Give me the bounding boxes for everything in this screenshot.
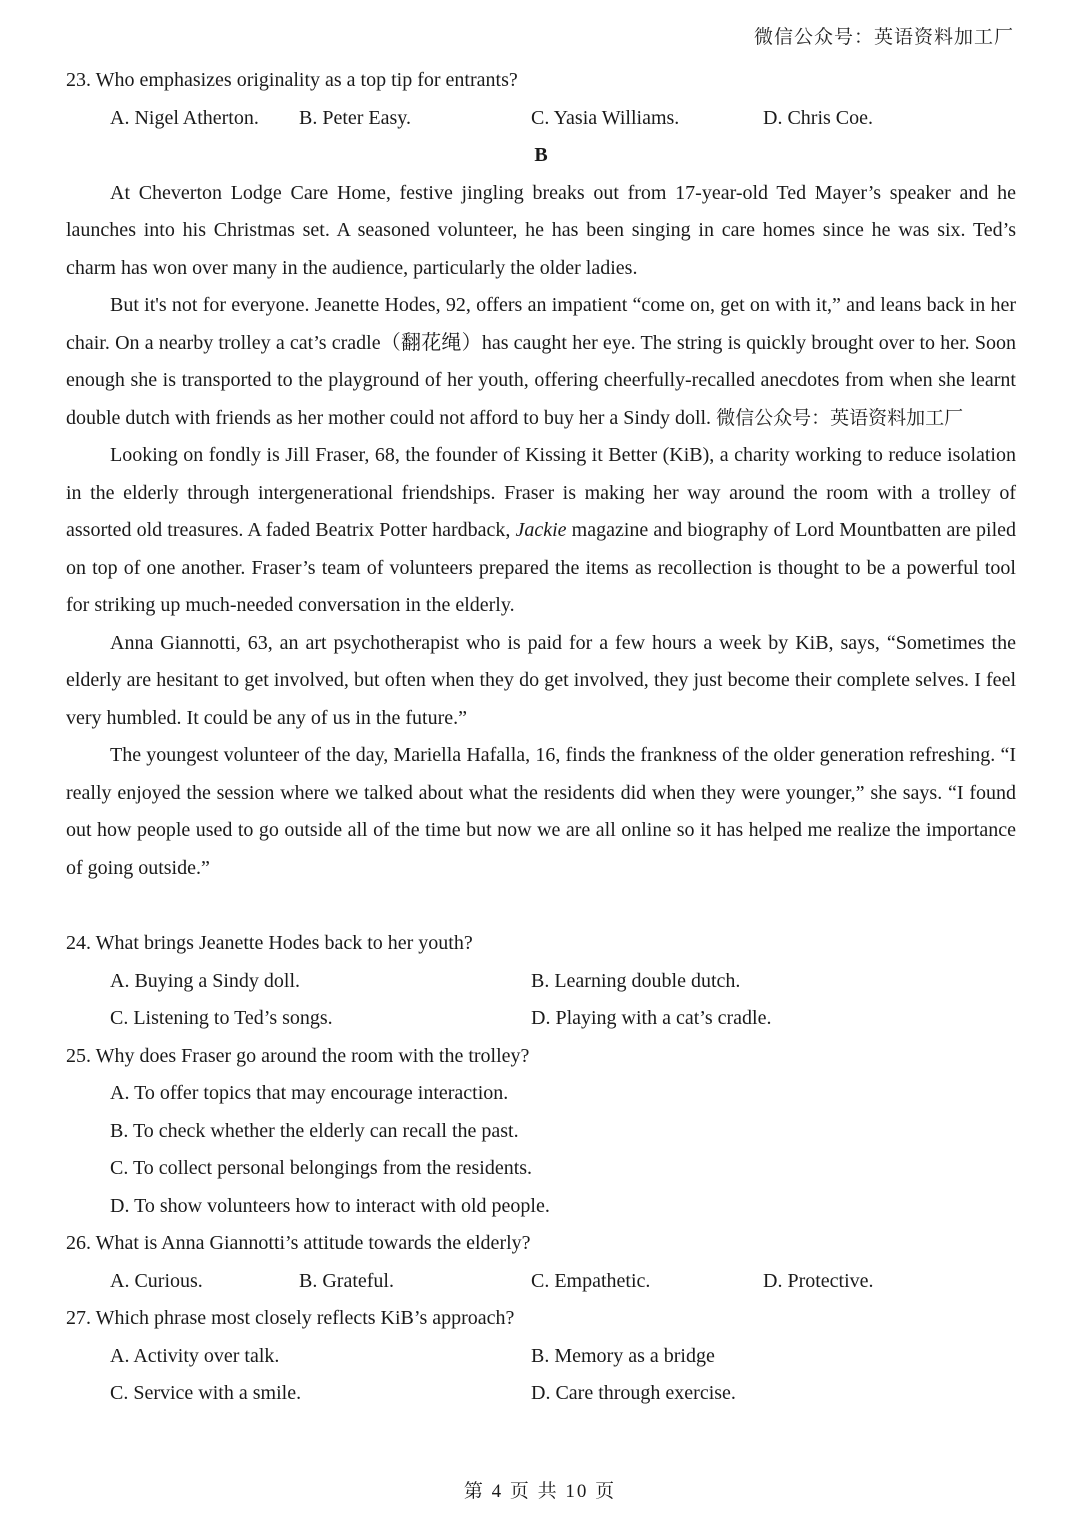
inline-watermark: 微信公众号：英语资料加工厂 bbox=[716, 406, 964, 429]
option-c: C. Listening to Ted’s songs. bbox=[110, 1007, 333, 1029]
exam-page bbox=[66, 62, 1016, 1413]
question-27-options-row-2 bbox=[66, 1375, 1016, 1413]
paragraph-3-text-b: magazine and biography of Lord Mountbatten are piled on top of one another. Fraser’s team of volunteers prepared the items as recollection is thought to be a powerful tool for striking up much-needed conversation in the elderly. bbox=[66, 519, 1017, 616]
option-c: C. Service with a smile. bbox=[110, 1382, 302, 1404]
option-b: B. Peter Easy. bbox=[299, 106, 412, 129]
option-b: B. To check whether the elderly can recall the past. bbox=[110, 1119, 519, 1142]
passage-paragraph-3 bbox=[66, 437, 1016, 625]
option-a: A. Nigel Atherton. bbox=[110, 106, 259, 129]
option-d: D. To show volunteers how to interact with old people. bbox=[110, 1194, 550, 1217]
option-a: A. Buying a Sindy doll. bbox=[110, 969, 301, 992]
option-a: A. Curious. bbox=[110, 1269, 203, 1292]
question-24-options-row-2 bbox=[66, 1000, 1016, 1038]
option-c: C. To collect personal belongings from the residents. bbox=[110, 1157, 533, 1179]
passage-paragraph-1: At Cheverton Lodge Care Home, festive jingling breaks out from 17-year-old Ted Mayer’s speaker and he launches into his Christmas set. A seasoned volunteer, he has been singing in care homes since he was six. Ted’s charm has won over many in the audience, particularly the older ladies. bbox=[66, 181, 1016, 279]
header-watermark: 微信公众号：英语资料加工厂 bbox=[753, 27, 1014, 48]
paragraph-2-text: But it's not for everyone. Jeanette Hodes, 92, offers an impatient “come on, get on with it,” and leans back in her chair. On a nearby trolley a cat’s cradle（翻花绳）has caught her eye. The string is quickly brought over to her. Soon enough she is transported to the playground of her youth, offering cheerfully-recalled anecdotes from when she learnt double dutch with friends as her mother could not afford to buy her a Sindy doll. bbox=[66, 294, 1016, 429]
question-26-options bbox=[66, 1263, 1016, 1301]
passage-paragraph-4: Anna Giannotti, 63, an art psychotherapist who is paid for a few hours a week by KiB, says, “Sometimes the elderly are hesitant to get involved, but often when they do get involved, they just become their complete selves. I feel very humbled. It could be any of us in the future.” bbox=[66, 631, 1016, 729]
paragraph-3-text-a: Looking on fondly is Jill Fraser, 68, the founder of Kissing it Better (KiB), a charity working to reduce isolation in the elderly through intergenerational friendships. Fraser is making her way around the room with a trolley of assorted old treasures. A faded Beatrix Potter hardback, bbox=[66, 444, 1016, 541]
option-a: A. Activity over talk. bbox=[110, 1344, 280, 1367]
question-23: 23. Who emphasizes originality as a top tip for entrants? bbox=[66, 69, 518, 91]
option-c: C. Yasia Williams. bbox=[531, 106, 680, 129]
option-d: D. Playing with a cat’s cradle. bbox=[531, 1007, 772, 1029]
option-a: A. To offer topics that may encourage interaction. bbox=[110, 1082, 509, 1104]
spacer bbox=[66, 887, 1016, 925]
option-b: B. Learning double dutch. bbox=[531, 969, 741, 992]
page-number: 第 4 页 共 10 页 bbox=[463, 1481, 617, 1502]
option-d: D. Protective. bbox=[763, 1269, 874, 1292]
option-c: C. Empathetic. bbox=[531, 1269, 651, 1292]
option-b: B. Grateful. bbox=[299, 1269, 394, 1292]
question-27-options-row-1 bbox=[66, 1338, 1016, 1376]
question-26: 26. What is Anna Giannotti’s attitude towards the elderly? bbox=[66, 1232, 531, 1254]
option-d: D. Care through exercise. bbox=[531, 1382, 736, 1404]
question-23-options bbox=[66, 100, 1016, 138]
question-25: 25. Why does Fraser go around the room with the trolley? bbox=[66, 1044, 530, 1067]
question-27: 27. Which phrase most closely reflects KiB’s approach? bbox=[66, 1307, 515, 1329]
option-d: D. Chris Coe. bbox=[763, 106, 873, 129]
question-24: 24. What brings Jeanette Hodes back to her youth? bbox=[66, 932, 473, 954]
passage-paragraph-5: The youngest volunteer of the day, Mariella Hafalla, 16, finds the frankness of the older generation refreshing. “I really enjoyed the session where we talked about what the residents did when they were younger,” she says. “I found out how people used to go outside all of the time but now we are all online so it has helped me realize the importance of going outside.” bbox=[66, 744, 1016, 879]
magazine-title: Jackie bbox=[515, 519, 567, 541]
option-b: B. Memory as a bridge bbox=[531, 1344, 715, 1367]
section-title: B bbox=[534, 144, 548, 166]
passage-paragraph-2 bbox=[66, 287, 1016, 437]
question-24-options-row-1 bbox=[66, 963, 1016, 1001]
